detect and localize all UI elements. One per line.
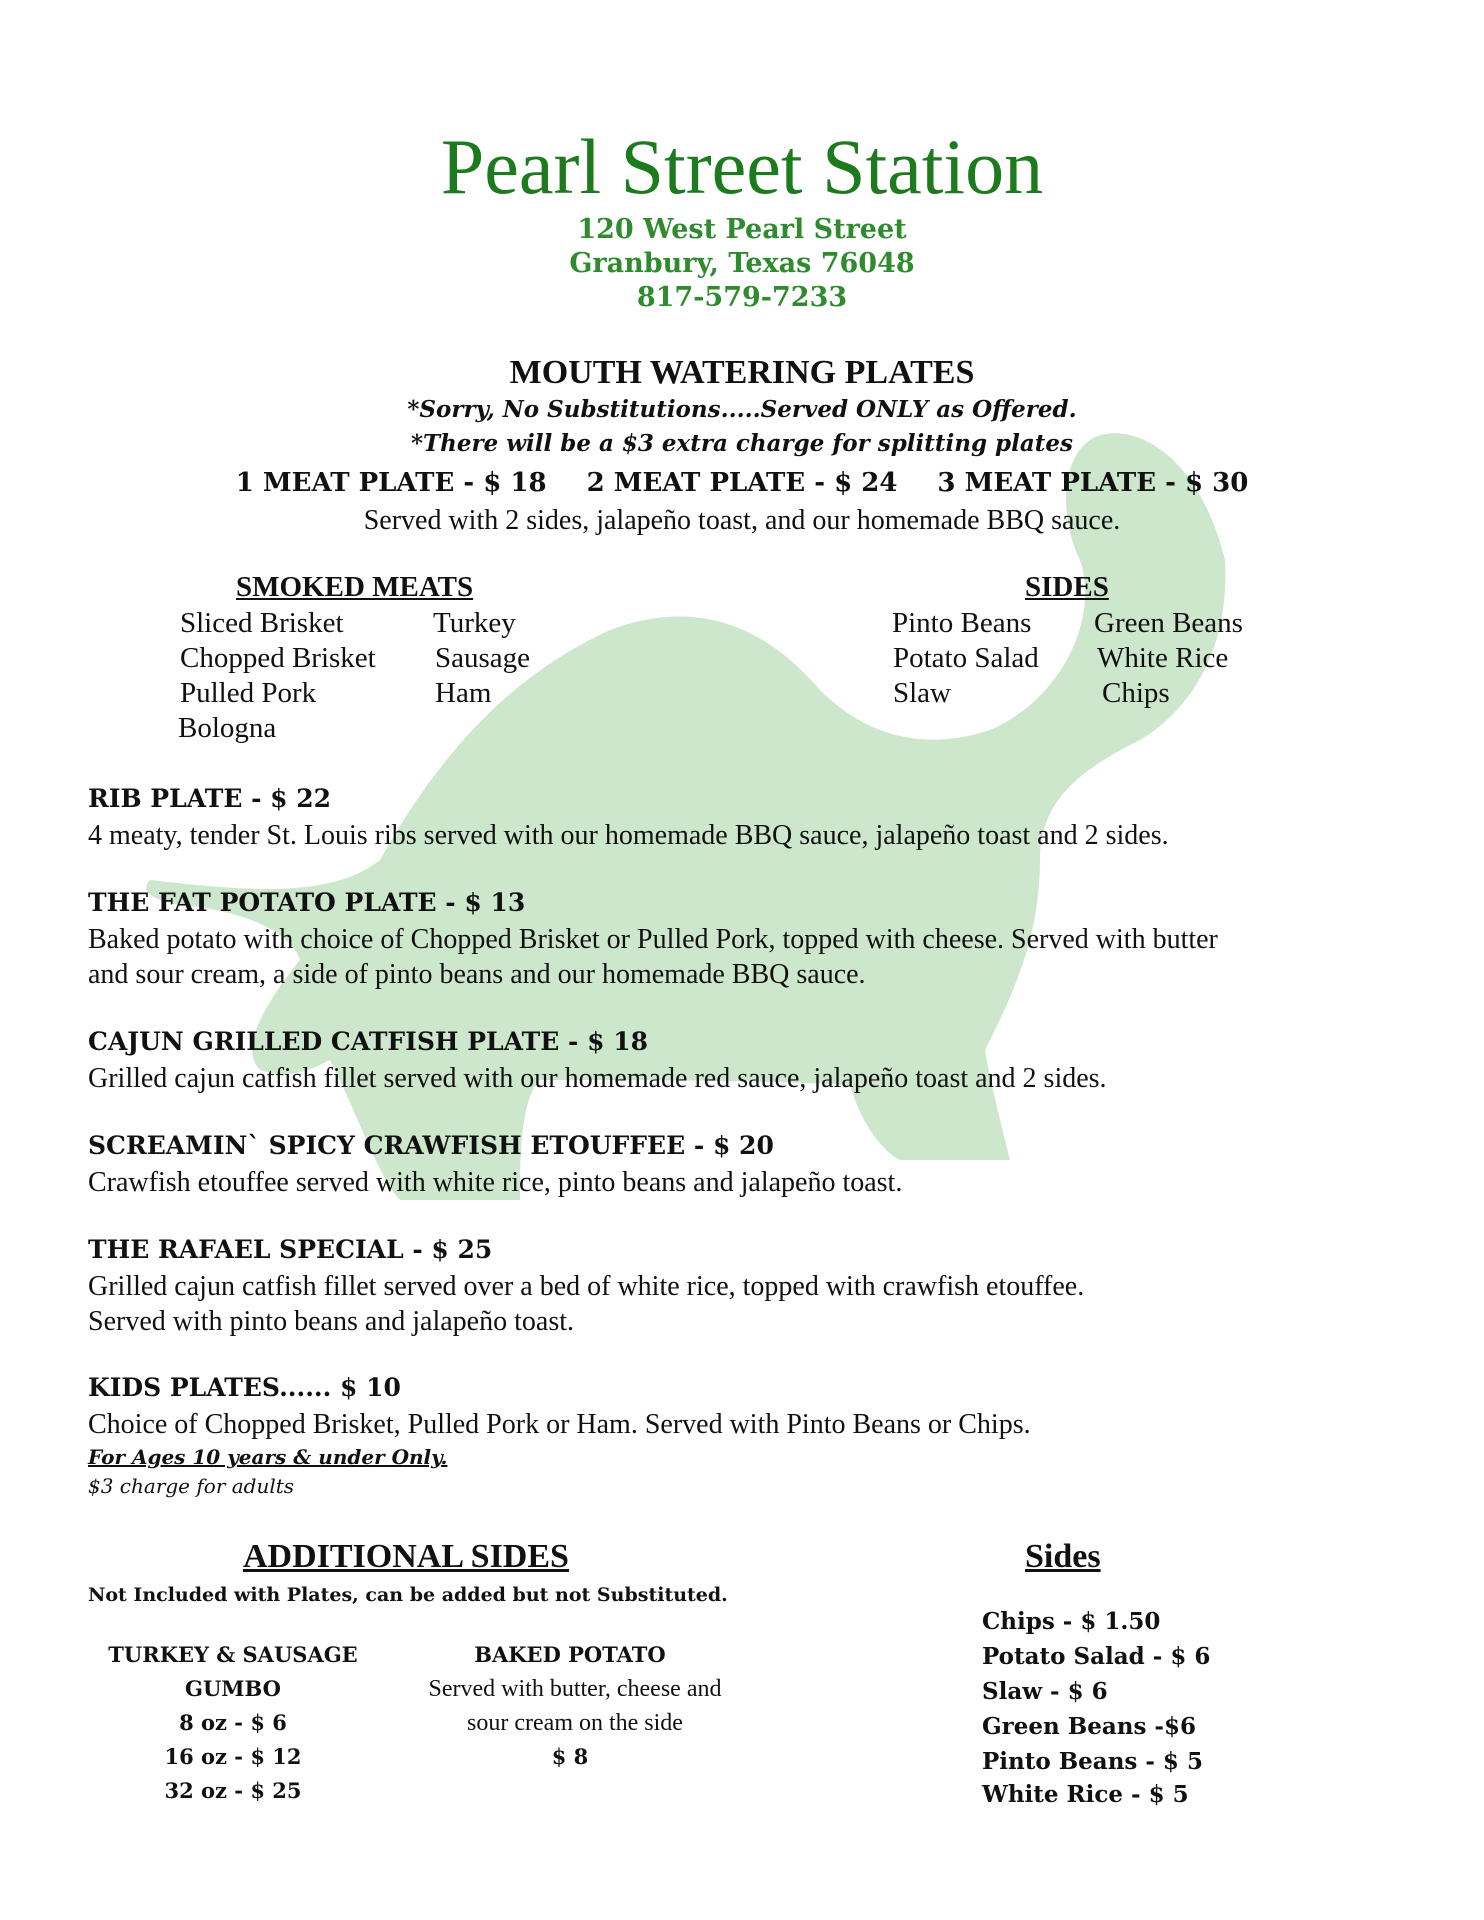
gumbo-price: 32 oz - $ 25 (164, 1778, 302, 1803)
side-price-item: Potato Salad - $ 6 (982, 1643, 1211, 1670)
meat-item: Turkey (433, 607, 516, 639)
fat-potato-desc-1: Baked potato with choice of Chopped Brisket or Pulled Pork, topped with cheese. Served with butter (88, 924, 1218, 955)
rib-plate-title: RIB PLATE - $ 22 (88, 784, 332, 813)
baked-potato-desc-1: Served with butter, cheese and (428, 1676, 722, 1702)
kids-plates-title: KIDS PLATES...... $ 10 (88, 1373, 401, 1402)
side-item: Chips (1102, 677, 1170, 709)
crawfish-etouffee-desc: Crawfish etouffee served with white rice, pinto beans and jalapeño toast. (88, 1167, 903, 1198)
baked-potato-price: $ 8 (551, 1744, 589, 1769)
meat-item: Sausage (435, 642, 531, 674)
side-item: White Rice (1097, 642, 1229, 674)
side-item: Slaw (893, 677, 951, 709)
fat-potato-title: THE FAT POTATO PLATE - $ 13 (88, 888, 526, 917)
additional-sides-subtitle: Not Included with Plates, can be added but not Substituted. (88, 1584, 728, 1606)
gumbo-line: TURKEY & SAUSAGE (108, 1642, 358, 1667)
one-meat-price: 1 MEAT PLATE - $ 18 (235, 468, 547, 498)
rafael-special-desc-2: Served with pinto beans and jalapeño toast. (88, 1306, 574, 1337)
baked-potato-title: BAKED POTATO (474, 1642, 666, 1667)
meat-item: Chopped Brisket (180, 642, 376, 674)
meat-item: Pulled Pork (180, 677, 317, 709)
side-item: Green Beans (1094, 607, 1243, 639)
meat-item: Bologna (178, 712, 277, 744)
plates-served-with: Served with 2 sides, jalapeño toast, and our homemade BBQ sauce. (363, 505, 1121, 536)
restaurant-name: Pearl Street Station (440, 123, 1044, 210)
gumbo-price: 16 oz - $ 12 (164, 1744, 302, 1769)
additional-sides-heading: ADDITIONAL SIDES (243, 1538, 569, 1575)
sides-heading: SIDES (1025, 571, 1109, 603)
catfish-plate-title: CAJUN GRILLED CATFISH PLATE - $ 18 (88, 1027, 648, 1056)
rafael-special-desc-1: Grilled cajun catfish fillet served over a bed of white rice, topped with crawfish etouffee. (88, 1271, 1085, 1302)
three-meat-price: 3 MEAT PLATE - $ 30 (937, 468, 1249, 498)
side-item: Potato Salad (893, 642, 1039, 674)
gumbo-price: 8 oz - $ 6 (179, 1710, 287, 1735)
plates-title: MOUTH WATERING PLATES (509, 354, 975, 391)
side-price-item: White Rice - $ 5 (982, 1781, 1189, 1808)
kids-age-note: For Ages 10 years & under Only. (88, 1445, 448, 1469)
smoked-meats-heading: SMOKED MEATS (236, 571, 474, 603)
address-line-1: 120 West Pearl Street (577, 214, 907, 245)
plate-prices (0, 468, 1484, 498)
phone-number: 817-579-7233 (636, 282, 848, 313)
rib-plate-desc: 4 meaty, tender St. Louis ribs served with our homemade BBQ sauce, jalapeño toast and 2 sides. (88, 820, 1169, 851)
kids-plates-desc: Choice of Chopped Brisket, Pulled Pork or Ham. Served with Pinto Beans or Chips. (88, 1409, 1031, 1440)
rafael-special-title: THE RAFAEL SPECIAL - $ 25 (88, 1235, 493, 1264)
side-price-item: Chips - $ 1.50 (982, 1608, 1161, 1635)
adult-charge-note: $3 charge for adults (88, 1474, 295, 1498)
two-meat-price: 2 MEAT PLATE - $ 24 (586, 468, 898, 498)
address-line-2: Granbury, Texas 76048 (569, 248, 915, 279)
crawfish-etouffee-title: SCREAMIN` SPICY CRAWFISH ETOUFFEE - $ 20 (88, 1131, 774, 1160)
fat-potato-desc-2: and sour cream, a side of pinto beans and our homemade BBQ sauce. (88, 959, 866, 990)
meat-item: Sliced Brisket (180, 607, 344, 639)
splitting-charge-note: *There will be a $3 extra charge for splitting plates (411, 430, 1073, 457)
side-price-item: Green Beans -$6 (982, 1713, 1196, 1740)
catfish-plate-desc: Grilled cajun catfish fillet served with our homemade red sauce, jalapeño toast and 2 sides. (88, 1063, 1107, 1094)
sides-price-heading: Sides (1025, 1538, 1101, 1575)
gumbo-line: GUMBO (185, 1676, 281, 1701)
side-price-item: Slaw - $ 6 (982, 1678, 1108, 1705)
meat-item: Ham (435, 677, 492, 709)
no-substitutions-note: *Sorry, No Substitutions.....Served ONLY as Offered. (407, 396, 1077, 423)
side-price-item: Pinto Beans - $ 5 (982, 1748, 1203, 1775)
baked-potato-desc-2: sour cream on the side (467, 1710, 683, 1736)
side-item: Pinto Beans (892, 607, 1032, 639)
